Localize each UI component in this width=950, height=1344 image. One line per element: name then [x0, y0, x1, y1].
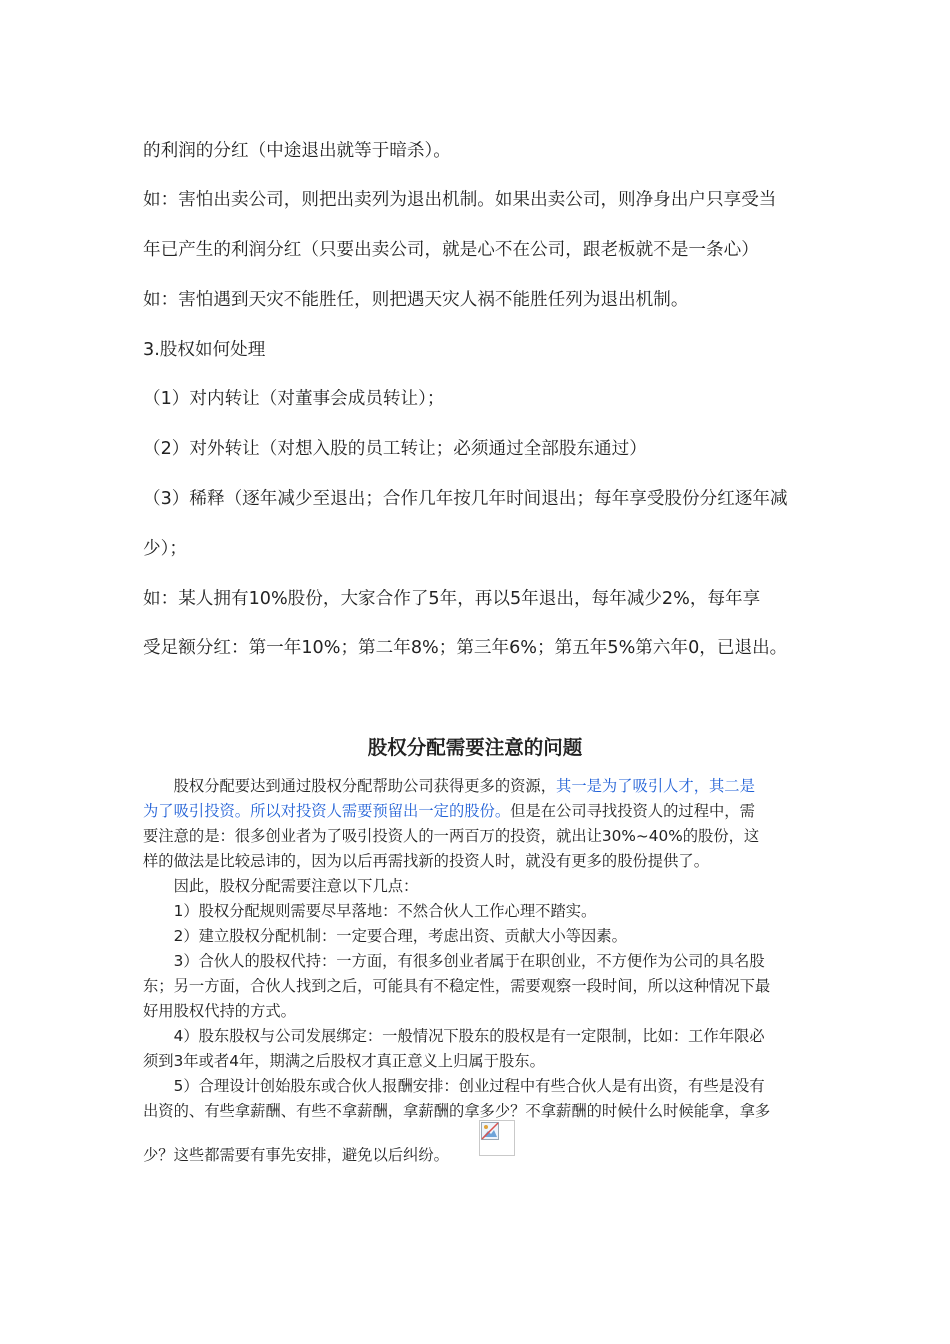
paragraph-line: 如：害怕出卖公司，则把出卖列为退出机制。如果出卖公司，则净身出户只享受当 — [143, 190, 777, 210]
list-item: 出资的、有些拿薪酬、有些不拿薪酬，拿薪酬的拿多少？不拿薪酬的时候什么时候能拿，拿多 — [143, 1102, 771, 1120]
section-title: 股权分配需要注意的问题 — [367, 736, 583, 759]
paragraph-line: 样的做法是比较忌讳的，因为以后再需找新的投资人时，就没有更多的股份提供了。 — [143, 852, 709, 870]
highlighted-text[interactable]: 为了吸引投资。所以对投资人需要预留出一定的股份。 — [143, 802, 511, 820]
list-item: 4）股东股权与公司发展绑定：一般情况下股东的股权是有一定限制，比如：工作年限必 — [143, 1027, 765, 1045]
list-item: 少？这些都需要有事先安排，避免以后纠纷。 — [143, 1146, 449, 1164]
paragraph-line: 的利润的分红（中途退出就等于暗杀）。 — [143, 141, 451, 161]
list-item: 东；另一方面，合伙人找到之后，可能具有不稳定性，需要观察一段时间，所以这种情况下最 — [143, 977, 771, 995]
text-run: 但是在公司寻找投资人的过程中，需 — [510, 802, 755, 820]
list-item: 好用股权代持的方式。 — [143, 1002, 296, 1020]
list-item: （1）对内转让（对董事会成员转让）； — [143, 389, 445, 409]
text-run: 股权分配要达到通过股权分配帮助公司获得更多的资源， — [143, 777, 557, 795]
paragraph-line: 受足额分红：第一年10%；第二年8%；第三年6%；第五年5%第六年0，已退出。 — [143, 638, 788, 658]
list-item: 5）合理设计创始股东或合伙人报酬安排：创业过程中有些合伙人是有出资，有些是没有 — [143, 1077, 765, 1095]
paragraph-line: 要注意的是：很多创业者为了吸引投资人的一两百万的投资，就出让30%~40%的股份，这 — [143, 827, 760, 845]
section-heading: 3.股权如何处理 — [143, 340, 266, 360]
paragraph-line — [143, 774, 811, 799]
list-item: 1）股权分配规则需要尽早落地：不然合伙人工作心理不踏实。 — [143, 902, 597, 920]
highlighted-text[interactable]: 其一是为了吸引人才，其二是 — [556, 777, 755, 795]
paragraph-line — [143, 799, 811, 824]
list-item: 3）合伙人的股权代持：一方面，有很多创业者属于在职创业，不方便作为公司的具名股 — [143, 952, 765, 970]
paragraph-line: 因此，股权分配需要注意以下几点： — [143, 877, 419, 895]
list-item: 2）建立股权分配机制：一定要合理，考虑出资、贡献大小等因素。 — [143, 927, 627, 945]
image-placeholder-icon — [481, 1122, 499, 1140]
paragraph-line: 年已产生的利润分红（只要出卖公司，就是心不在公司，跟老板就不是一条心） — [143, 240, 759, 260]
paragraph-line: 如：害怕遇到天灾不能胜任，则把遇天灾人祸不能胜任列为退出机制。 — [143, 290, 689, 310]
list-item: （2）对外转让（对想入股的员工转让；必须通过全部股东通过） — [143, 439, 647, 459]
broken-image-icon[interactable] — [479, 1120, 515, 1156]
list-item: （3）稀释（逐年减少至退出；合作几年按几年时间退出；每年享受股份分红逐年减 — [143, 489, 788, 509]
paragraph-line: 如：某人拥有10%股份，大家合作了5年，再以5年退出，每年减少2%，每年享 — [143, 589, 761, 609]
list-item: 少）； — [143, 539, 187, 559]
list-item: 须到3年或者4年，期满之后股权才真正意义上归属于股东。 — [143, 1052, 545, 1070]
